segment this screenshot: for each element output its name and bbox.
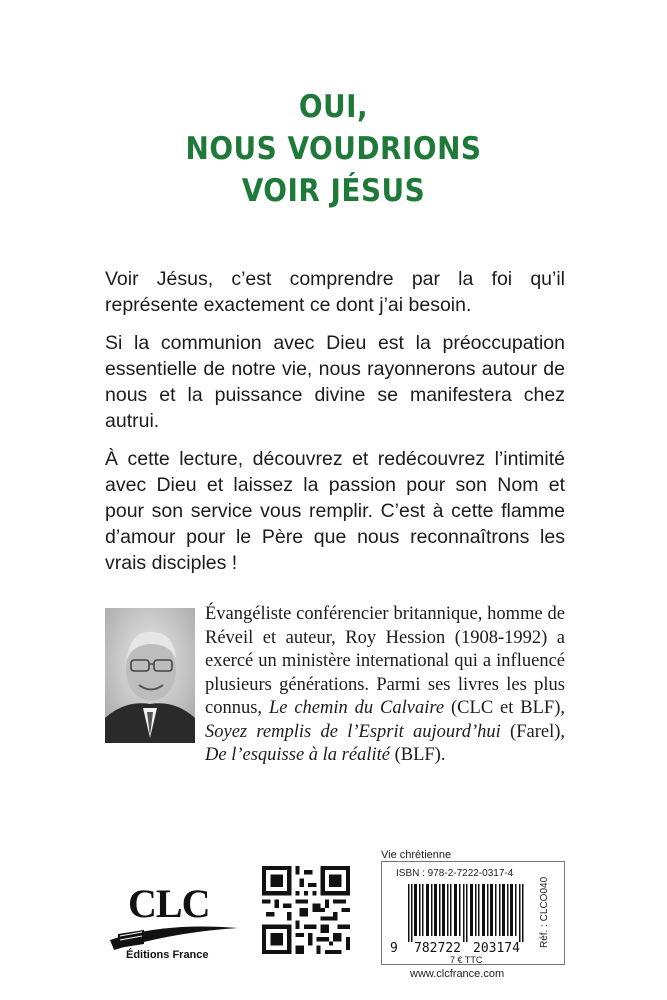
bio-text-1: Évangéliste conférencier britannique, homme de Réveil et auteur, Roy Hession (1908-1992) a exercé un ministère international qui a influencé plusieurs générations. Parmi ses livres les plus connus, (205, 604, 565, 718)
bio-text-2: (CLC et BLF), (451, 698, 566, 718)
author-photo (105, 608, 195, 743)
barcode-digits-left: 782722 (414, 941, 461, 956)
publisher-logo (104, 870, 244, 965)
publisher-website: www.clcfrance.com (410, 968, 505, 980)
qr-code (262, 866, 350, 954)
barcode-bars (398, 884, 532, 942)
title-line-3: VOIR JÉSUS (241, 173, 426, 209)
bio-text-4: (BLF). (394, 745, 446, 765)
reference-code: Réf. : CLCO040 (539, 876, 550, 948)
title-line-2: NOUS VOUDRIONS (185, 131, 482, 167)
blurb-paragraph-3: À cette lecture, découvrez et redécouvrez l’intimité avec Dieu et laissez la passion pour son Nom et pour son service vous remplir. C’est à cette flamme d’amour pour le Père que nous reconnaîtrons les vrais disciples ! (105, 448, 565, 574)
back-cover-blurb (105, 266, 565, 588)
book-title (0, 86, 667, 212)
bio-book-2: Soyez remplis de l’Esprit aujourd’hui (205, 721, 501, 742)
author-bio (205, 603, 565, 768)
barcode-digits-right: 203174 (473, 941, 520, 956)
publisher-logo-text: CLC (128, 881, 210, 926)
blurb-paragraph-1: Voir Jésus, c’est comprendre par la foi qu’il représente exactement ce dont j’ai besoin. (105, 268, 565, 316)
isbn-text: ISBN : 978-2-7222-0317-4 (396, 868, 514, 879)
price-text: 7 € TTC (450, 955, 483, 965)
bio-book-1: Le chemin du Calvaire (268, 698, 445, 718)
barcode-digit-first: 9 (390, 941, 398, 956)
blurb-paragraph-2: Si la communion avec Dieu est la préoccupation essentielle de notre vie, nous rayonnerons autour de nous et la puissance divine se manifestera chez autrui. (105, 332, 565, 432)
title-line-1: OUI, (298, 89, 369, 125)
bio-text-3: (Farel), (510, 721, 565, 742)
category-label: Vie chrétienne (381, 849, 452, 861)
barcode-panel (381, 861, 565, 965)
publisher-logo-subtext: Éditions France (126, 949, 209, 961)
bio-book-3: De l’esquisse à la réalité (205, 745, 390, 765)
